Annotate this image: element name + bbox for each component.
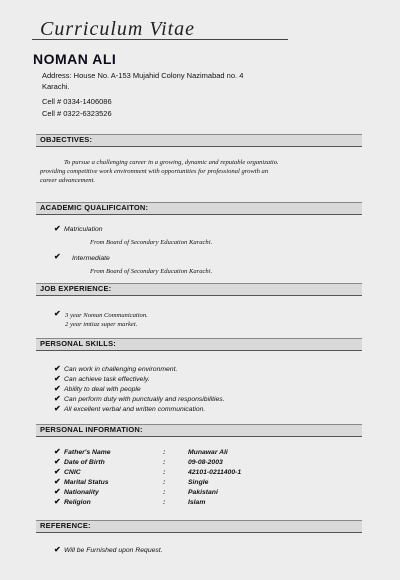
skill-item: Can perform duty with punctually and responsibilities. — [64, 396, 225, 403]
check-icon: ✔ — [54, 545, 61, 554]
section-job — [36, 283, 362, 296]
check-icon: ✔ — [54, 477, 61, 486]
skill-item: Can work in challenging environment. — [64, 366, 178, 373]
check-icon: ✔ — [54, 487, 61, 496]
candidate-name: NOMAN ALI — [33, 51, 117, 67]
info-value: Islam — [188, 499, 206, 506]
check-icon: ✔ — [54, 497, 61, 506]
address-line-2: Karachi. — [42, 82, 70, 91]
check-icon: ✔ — [54, 467, 61, 476]
section-label: PERSONAL INFORMATION: — [40, 425, 143, 434]
info-colon: : — [163, 449, 166, 456]
info-label: Religion — [64, 499, 91, 506]
info-value: 09-08-2003 — [188, 459, 223, 466]
info-label: Nationality — [64, 489, 99, 496]
section-label: PERSONAL SKILLS: — [40, 339, 116, 348]
check-icon: ✔ — [54, 384, 61, 393]
skill-item: Ability to deal with people — [64, 386, 141, 393]
check-icon: ✔ — [54, 457, 61, 466]
info-colon: : — [163, 499, 166, 506]
info-colon: : — [163, 479, 166, 486]
check-icon: ✔ — [54, 309, 61, 318]
academic-board-2: From Board of Secondary Education Karachi. — [90, 268, 213, 275]
info-label: Marital Status — [64, 479, 109, 486]
section-label: ACADEMIC QUALIFICAITON: — [40, 203, 149, 212]
info-label: CNIC — [64, 469, 81, 476]
objective-line-1: To pursue a challenging career in a growing, dynamic and reputable organizatio. — [64, 159, 279, 166]
academic-board-1: From Board of Secondary Education Karachi. — [90, 239, 213, 246]
info-label: Father's Name — [64, 449, 111, 456]
info-value: Single — [188, 479, 209, 486]
academic-degree-2: Intermediate — [72, 255, 110, 262]
title-text: Curriculum Vitae — [40, 18, 196, 40]
section-label: JOB EXPERIENCE: — [40, 284, 112, 293]
objective-line-2: providing competitive work environment with opportunities for professional growth an — [40, 168, 269, 175]
section-label: REFERENCE: — [40, 521, 91, 530]
check-icon: ✔ — [54, 404, 61, 413]
section-label: OBJECTIVES: — [40, 135, 93, 144]
cv-title — [40, 18, 260, 41]
info-colon: : — [163, 489, 166, 496]
reference-text: Will be Furnished upon Request. — [64, 547, 163, 554]
objective-paragraph — [40, 158, 362, 185]
info-value: Munawar Ali — [188, 449, 228, 456]
section-objectives — [36, 134, 362, 147]
info-value: 42101-0211400-1 — [188, 469, 242, 476]
info-value: Pakistani — [188, 489, 218, 496]
cell-number-1: Cell # 0334-1406086 — [42, 97, 112, 106]
title-underline — [32, 39, 288, 40]
info-colon: : — [163, 459, 166, 466]
section-academic — [36, 202, 362, 215]
job-line-2: 2 year imtiaz super market. — [65, 321, 138, 328]
cell-number-2: Cell # 0322-6323526 — [42, 109, 112, 118]
skill-item: Can achieve task effectively. — [64, 376, 150, 383]
check-icon: ✔ — [54, 394, 61, 403]
section-skills — [36, 338, 362, 351]
academic-degree-1: Matriculation — [64, 226, 103, 233]
skill-item: All excellent verbal and written communication. — [64, 406, 206, 413]
section-personal-info — [36, 424, 362, 437]
check-icon: ✔ — [54, 252, 61, 261]
info-label: Date of Birth — [64, 459, 105, 466]
check-icon: ✔ — [54, 447, 61, 456]
check-icon: ✔ — [54, 224, 61, 233]
section-reference — [36, 520, 362, 533]
info-colon: : — [163, 469, 166, 476]
address-line-1: Address: House No. A-153 Mujahid Colony Nazimabad no. 4 — [42, 71, 244, 80]
check-icon: ✔ — [54, 364, 61, 373]
check-icon: ✔ — [54, 374, 61, 383]
objective-line-3: career advancement. — [40, 177, 96, 184]
job-line-1: 3 year Noman Communication. — [65, 312, 148, 319]
